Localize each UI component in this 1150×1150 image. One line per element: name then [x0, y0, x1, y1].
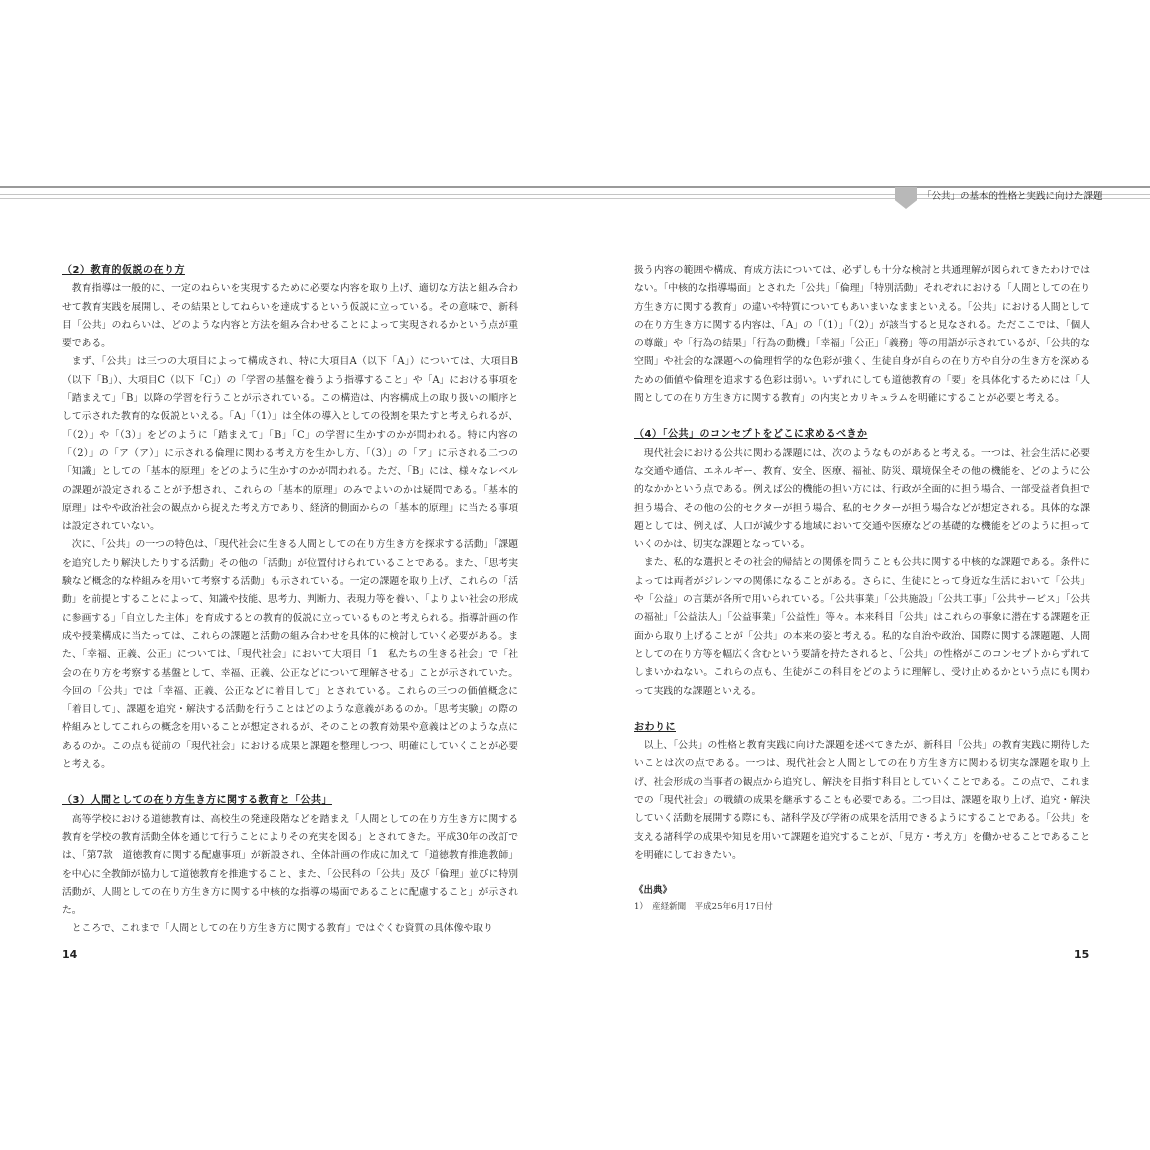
paragraph: 扱う内容の範囲や構成、育成方法については、必ずしも十分な検討と共通理解が図られてきたわけではない。「中核的な指導場面」とされた「公共」「倫理」「特別活動」それぞれにおける「人間としての在り方生き方に関する教育」の違いや特質についてもあいまいなままといえる。「公共」における人間としての在り方生き方に関する内容は、「A」の「（1）」「（2）」が該当すると見なされる。ただここでは、「個人の尊厳」や「行為の結果」「行為の動機」「幸福」「公正」「義務」等の用語が示されているが、「公共的な空間」や社会的な課題への倫理哲学的な色彩が強く、生徒自身が自らの在り方や自分の生き方を深めるための価値や倫理を追求する色彩は弱い。いずれにしても道徳教育の「要」を具体化するためには「人間としての在り方生き方に関する教育」の内実とカリキュラムを明確にすることが必要と考える。 — [634, 265, 1090, 405]
section-heading: （4）「公共」のコンセプトをどこに求めるべきか — [634, 429, 868, 441]
section-heading: （3）人間としての在り方生き方に関する教育と「公共」 — [62, 795, 332, 807]
paragraph: まず、「公共」は三つの大項目によって構成され、特に大項目A（以下「A」）については、大項目B（以下「B」）、大項目C（以下「C」）の「学習の基盤を養うよう指導すること」や「A」における事項を「踏まえて」「B」以降の学習を行うことが示されている。この構造は、内容構成上の取り扱いの順序として示された教育的な仮説といえる。「A」「（1）」は全体の導入としての役割を果たすと考えられるが、「（2）」や「（3）」をどのように「踏まえて」「B」「C」の学習に生かすのかが問われる。特に内容の「（2）」の「ア（ア）」に示される倫理に関わる考え方を生かし方、「（3）」の「ア」に示される二つの「知識」としての「基本的原理」をどのように生かすのかが問われる。ただ、「B」には、様々なレベルの課題が設定されることが予想され、これらの「基本的原理」のみでよいのかは疑問である。「基本的原理」はやや政治社会の観点から捉えた考え方であり、経済的側面からの「基本的原理」に当たる事項は設定されていない。 — [62, 356, 518, 533]
sources-label: 《出典》 — [634, 885, 673, 897]
page-number-left: 14 — [62, 948, 78, 961]
running-head: 「公共」の基本的性格と実践に向けた課題 — [922, 191, 1103, 202]
paragraph: 現代社会における公共に関わる課題には、次のようなものがあると考える。一つは、社会生活に必要な交通や通信、エネルギー、教育、安全、医療、福祉、防災、環境保全その他の機能を、どのように公的なかかという点である。例えば公的機能の担い方には、行政が全面的に担う場合、一部受益者負担で担う場合、その他の公的セクターが担う場合、私的セクターが担う場合などが想定される。具体的な課題としては、例えば、人口が減少する地域において交通や医療などの基礎的な機能をどのように担っていくのかは、切実な課題となっている。 — [634, 447, 1090, 551]
paragraph: 以上、「公共」の性格と教育実践に向けた課題を述べてきたが、新科目「公共」の教育実践に期待したいことは次の点である。一つは、現代社会と人間としての在り方生き方に関わる切実な課題を取り上げ、社会形成の当事者の観点から追究し、解決を目指す科目としていくことである。この点で、これまでの「現代社会」の戦績の成果を継承することも必要である。二つ目は、課題を取り上げ、追究・解決していく活動を展開する際にも、諸科学及び学術の成果を活用できるようにすることである。「公共」を支える諸科学の成果や知見を用いて課題を追究することが、「見方・考え方」を働かせることであることを明確にしておきたい。 — [634, 740, 1090, 861]
section-heading: （2）教育的仮説の在り方 — [62, 265, 185, 276]
paragraph: ところで、これまで「人間としての在り方生き方に関する教育」ではぐくむ資質の具体像や取り — [71, 923, 493, 935]
paragraph: 高等学校における道徳教育は、高校生の発達段階などを踏まえ「人間としての在り方生き方に関する教育を学校の教育活動全体を通じて行うことによりその充実を図る」とされてきた。平成30年の改訂では、「第7款 道徳教育に関する配慮事項」が新設され、全体計画の作成に加えて「道徳教育推進教師」を中心に全教師が協力して道徳教育を推進すること、また、「公民科の「公共」及び「倫理」並びに特別活動が、人間としての在り方生き方に関する中核的な指導の場面であることに配慮すること」が示された。 — [62, 813, 518, 917]
paragraph: 教育指導は一般的に、一定のねらいを実現するために必要な内容を取り上げ、適切な方法と組み合わせて教育実践を展開し、その結果としてねらいを達成するという仮説に立っている。その意味で、新科目「公共」のねらいは、どのような内容と方法を組み合わせることによって実現されるかという点が重要である。 — [62, 283, 518, 350]
source-item: 1） 産経新聞 平成25年6月17日付 — [634, 902, 773, 913]
section-heading: おわりに — [634, 721, 676, 733]
page-number-right: 15 — [1074, 948, 1090, 961]
paragraph: また、私的な選択とその社会的帰結との関係を問うことも公共に関する中核的な課題である。条件によっては両者がジレンマの関係になることがある。さらに、生徒にとって身近な生活において「公共」や「公益」の言葉が各所で用いられている。「公共事業」「公共施設」「公共工事」「公共サービス」「公共の福祉」「公益法人」「公益事業」「公益性」等々。本来科目「公共」はこれらの事象に潜在する課題を正面から取り上げることが「公共」の本来の姿と考える。私的な自治や政治、国際に関する課題題、人間としての在り方等を幅広く含むという要請を持たされると、「公共」の性格がこのコンセプトからずれてしまいかねない。これらの点も、生徒がこの科目をどのように理解し、受け止めるかという点にも関わって実践的な課題といえる。 — [634, 557, 1090, 697]
paragraph: 次に、「公共」の一つの特色は、「現代社会に生きる人間としての在り方生き方を探求する活動」「課題を追究したり解決したりする活動」その他の「活動」が位置付けられていることである。また、「思考実験など概念的な枠組みを用いて考察する活動」も示されている。一定の課題を取り上げ、これらの「活動」を前提とすることによって、知識や技能、思考力、判断力、表現力等を養い、「よりよい社会の形成に参画する」「自立した主体」を育成するとの教育的仮説に立っているものと考えられる。指導計画の作成や授業構成に当たっては、これらの課題と活動の組み合わせを具体的に検討していく必要がある。また、「幸福、正義、公正」については、「現代社会」において大項目「1 私たちの生きる社会」で「社会の在り方を考察する基盤として、幸福、正義、公正などについて理解させる」ことが示されていた。今回の「公共」では「幸福、正義、公正などに着目して」とされている。これらの三つの価値概念に「着目して」、課題を追究・解決する活動を行うことはどのような意義があるのか。「思考実験」の際の枠組みとしてこれらの概念を用いることが想定されるが、そのことの教育効果や意義はどのような点にあるのか。この点も従前の「現代社会」における成果と課題を整理しつつ、明確にしていくことが必要と考える。 — [62, 539, 518, 771]
left-page-column — [62, 262, 518, 939]
bookmark-tab-icon — [895, 187, 917, 209]
right-page-column — [634, 262, 1090, 915]
